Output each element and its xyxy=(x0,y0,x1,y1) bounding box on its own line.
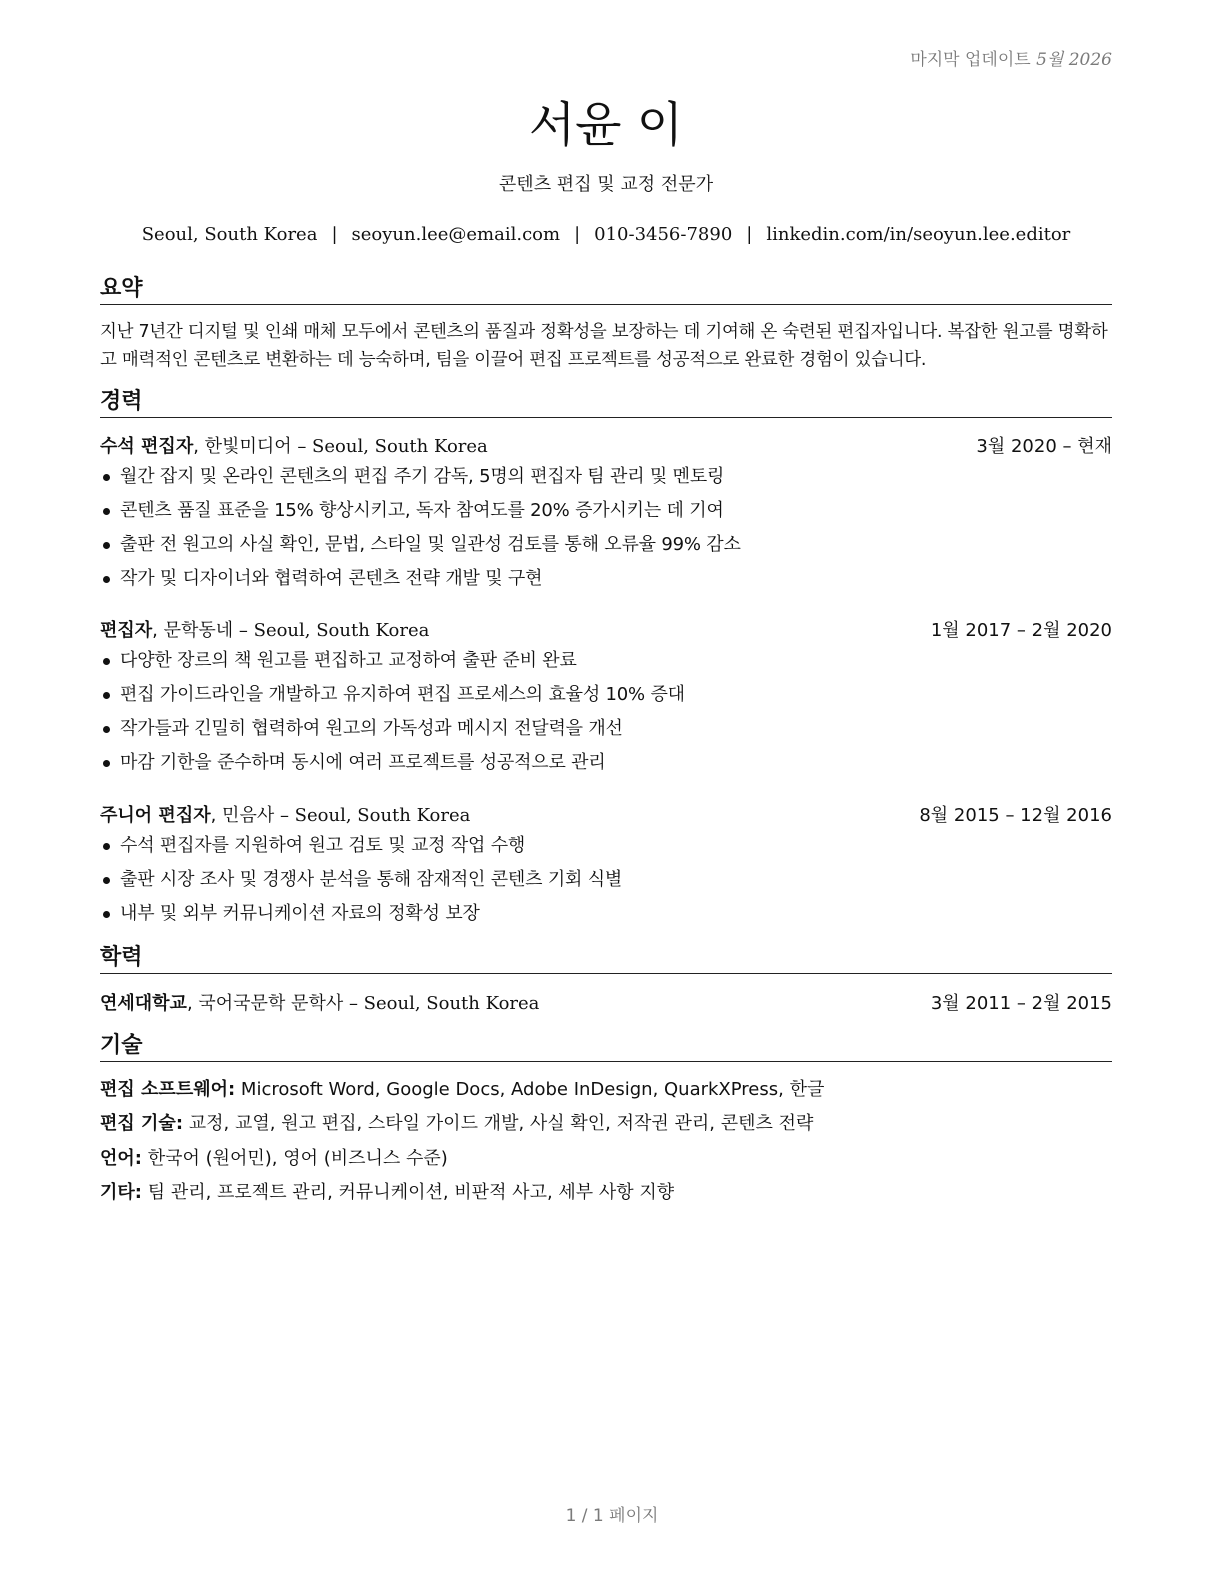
contact-separator: | xyxy=(746,224,753,245)
job-title: 수석 편집자 xyxy=(100,436,194,457)
list-item: 수석 편집자를 지원하여 원고 검토 및 교정 작업 수행 xyxy=(100,829,1112,863)
job-company: , 한빛미디어 xyxy=(193,436,292,457)
skill-label: 편집 기술: xyxy=(100,1113,184,1134)
contact-email[interactable]: seoyun.lee@email.com xyxy=(351,224,561,245)
resume-page xyxy=(100,0,1112,1584)
job-header xyxy=(100,618,1112,644)
job-location: – Seoul, South Korea xyxy=(274,805,471,826)
job-bullets xyxy=(100,644,1112,780)
list-item: 마감 기한을 준수하며 동시에 여러 프로젝트를 성공적으로 관리 xyxy=(100,746,1112,780)
education-location: – Seoul, South Korea xyxy=(343,993,540,1014)
skill-value: 한국어 (원어민), 영어 (비즈니스 수준) xyxy=(141,1148,448,1169)
page-indicator: 1 / 1 페이지 xyxy=(565,1506,659,1526)
skill-row xyxy=(100,1077,1112,1103)
list-item: 출판 전 원고의 사실 확인, 문법, 스타일 및 일관성 검토를 통해 오류율 99% 감소 xyxy=(100,528,1112,562)
candidate-subtitle: 콘텐츠 편집 및 교정 전문가 xyxy=(498,174,714,195)
last-updated xyxy=(910,45,1112,70)
list-item: 작가 및 디자이너와 협력하여 콘텐츠 전략 개발 및 구현 xyxy=(100,562,1112,596)
job-header xyxy=(100,803,1112,829)
skill-label: 기타: xyxy=(100,1182,142,1203)
job-title: 주니어 편집자 xyxy=(100,805,211,826)
skill-row xyxy=(100,1180,1112,1206)
skill-value: 팀 관리, 프로젝트 관리, 커뮤니케이션, 비판적 사고, 세부 사항 지향 xyxy=(141,1182,675,1203)
contact-separator: | xyxy=(331,224,338,245)
job-dates: 1월 2017 – 2월 2020 xyxy=(930,620,1112,641)
education-heading: 학력 xyxy=(100,945,1112,974)
education-school: 연세대학교 xyxy=(100,993,187,1014)
contact-location: Seoul, South Korea xyxy=(141,224,318,245)
last-updated-label: 마지막 업데이트 xyxy=(910,50,1031,70)
summary-text: 지난 7년간 디지털 및 인쇄 매체 모두에서 콘텐츠의 품질과 정확성을 보장하는 데 기여해 온 숙련된 편집자입니다. 복잡한 원고를 명확하고 매력적인 콘텐츠로 변환하는 데 능숙하며, 팀을 이끌어 편집 프로젝트를 성공적으로 완료한 경험이 있습니다. xyxy=(100,322,1108,370)
skill-value: Microsoft Word, Google Docs, Adobe InDesign, QuarkXPress, 한글 xyxy=(235,1079,825,1100)
job-dates: 8월 2015 – 12월 2016 xyxy=(919,805,1112,826)
skill-label: 편집 소프트웨어: xyxy=(100,1079,236,1100)
job-location: – Seoul, South Korea xyxy=(291,436,488,457)
skill-label: 언어: xyxy=(100,1148,142,1169)
skills-heading: 기술 xyxy=(100,1033,1112,1062)
last-updated-year: 2026 xyxy=(1068,50,1112,70)
contact-line xyxy=(100,224,1112,245)
job-company: , 민음사 xyxy=(210,805,275,826)
last-updated-month: 5월 xyxy=(1036,50,1064,70)
candidate-name: 서윤 이 xyxy=(528,97,684,153)
list-item: 작가들과 긴밀히 협력하여 원고의 가독성과 메시지 전달력을 개선 xyxy=(100,712,1112,746)
list-item: 편집 가이드라인을 개발하고 유지하여 편집 프로세스의 효율성 10% 증대 xyxy=(100,678,1112,712)
list-item: 콘텐츠 품질 표준을 15% 향상시키고, 독자 참여도를 20% 증가시키는 데 기여 xyxy=(100,494,1112,528)
job-company: , 문학동네 xyxy=(152,620,234,641)
summary-heading: 요약 xyxy=(100,276,1112,305)
education-entry xyxy=(100,991,1112,1017)
list-item: 월간 잡지 및 온라인 콘텐츠의 편집 주기 감독, 5명의 편집자 팀 관리 및 멘토링 xyxy=(100,460,1112,494)
job-dates: 3월 2020 – 현재 xyxy=(976,436,1112,457)
skill-value: 교정, 교열, 원고 편집, 스타일 가이드 개발, 사실 확인, 저작권 관리, 콘텐츠 전략 xyxy=(183,1113,814,1134)
contact-phone: 010-3456-7890 xyxy=(594,224,733,245)
job-bullets xyxy=(100,460,1112,596)
education-dates: 3월 2011 – 2월 2015 xyxy=(930,993,1112,1014)
contact-linkedin[interactable]: linkedin.com/in/seoyun.lee.editor xyxy=(766,224,1071,245)
skill-row xyxy=(100,1111,1112,1137)
list-item: 출판 시장 조사 및 경쟁사 분석을 통해 잠재적인 콘텐츠 기회 식별 xyxy=(100,863,1112,897)
job-header xyxy=(100,434,1112,460)
job-bullets xyxy=(100,829,1112,931)
education-degree: , 국어국문학 문학사 xyxy=(186,993,344,1014)
job-location: – Seoul, South Korea xyxy=(233,620,430,641)
job-title: 편집자 xyxy=(100,620,153,641)
experience-heading: 경력 xyxy=(100,389,1112,418)
contact-separator: | xyxy=(574,224,581,245)
list-item: 다양한 장르의 책 원고를 편집하고 교정하여 출판 준비 완료 xyxy=(100,644,1112,678)
skill-row xyxy=(100,1146,1112,1172)
list-item: 내부 및 외부 커뮤니케이션 자료의 정확성 보장 xyxy=(100,897,1112,931)
